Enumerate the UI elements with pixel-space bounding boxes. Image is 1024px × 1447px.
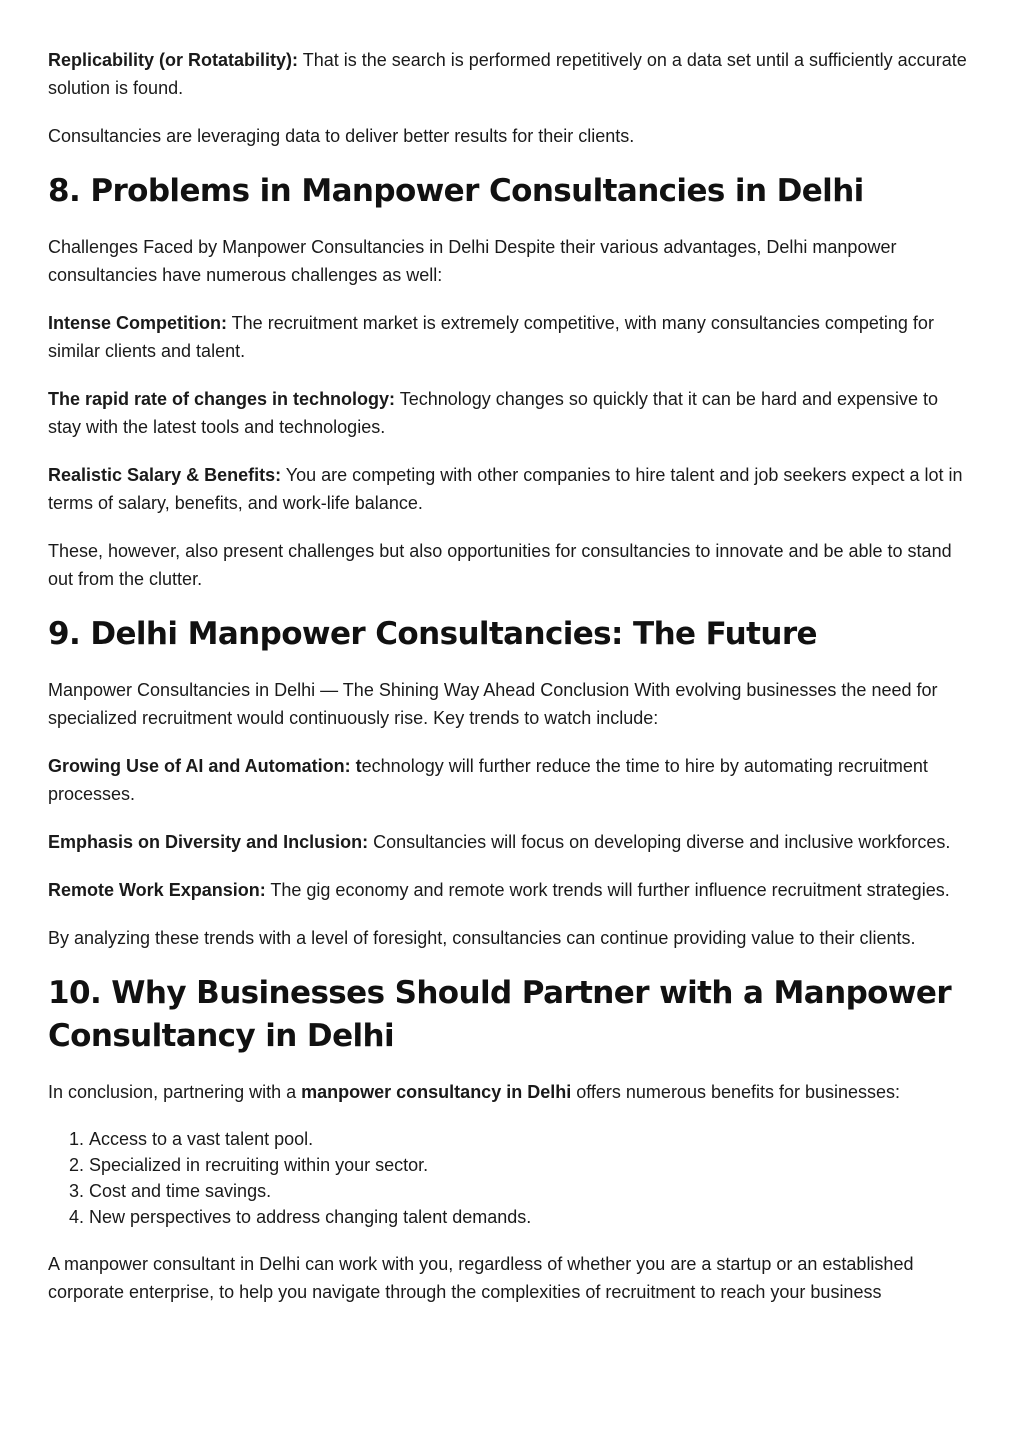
section-10-intro <box>48 1078 976 1106</box>
replicability-paragraph <box>48 46 976 102</box>
trend-diversity <box>48 828 976 856</box>
challenge-technology <box>48 385 976 441</box>
intro-before: In conclusion, partnering with a <box>48 1082 302 1102</box>
section-10-heading: 10. Why Businesses Should Partner with a Manpower Consultancy in Delhi <box>48 975 952 1054</box>
closing-paragraph: A manpower consultant in Delhi can work with you, regardless of whether you are a startup or an established corporate enterprise, to help you navigate through the complexities of recruitment to reach your business <box>48 1254 914 1302</box>
challenge-text: Technology changes so quickly that it can be hard and expensive to stay with the latest tools and technologies. <box>48 389 939 437</box>
section-8-intro: Challenges Faced by Manpower Consultancies in Delhi Despite their various advantages, Delhi manpower consultancies have numerous challenges as well: <box>48 237 897 285</box>
list-item: 1. Access to a vast talent pool. <box>89 1126 976 1152</box>
section-9-heading: 9. Delhi Manpower Consultancies: The Future <box>48 616 817 652</box>
list-item: 4. New perspectives to address changing talent demands. <box>89 1204 976 1230</box>
challenge-label: The rapid rate of changes in technology: <box>48 389 396 409</box>
list-item: 2. Specialized in recruiting within your sector. <box>89 1152 976 1178</box>
challenge-text: The recruitment market is extremely competitive, with many consultancies competing for similar clients and talent. <box>48 313 934 361</box>
challenge-label: Realistic Salary & Benefits: <box>48 465 282 485</box>
trend-text: echnology will further reduce the time to hire by automating recruitment processes. <box>48 756 928 804</box>
trend-label: Emphasis on Diversity and Inclusion: <box>48 832 369 852</box>
benefits-list <box>48 1126 976 1230</box>
replicability-label: Replicability (or Rotatability): <box>48 50 299 70</box>
section-8-outro: These, however, also present challenges but also opportunities for consultancies to innovate and be able to stand out from the clutter. <box>48 541 952 589</box>
challenge-competition <box>48 309 976 365</box>
section-9-outro: By analyzing these trends with a level of foresight, consultancies can continue providing value to their clients. <box>48 928 916 948</box>
trend-text: Consultancies will focus on developing diverse and inclusive workforces. <box>368 832 951 852</box>
intro-after: offers numerous benefits for businesses: <box>571 1082 901 1102</box>
challenge-salary <box>48 461 976 517</box>
section-9-intro: Manpower Consultancies in Delhi — The Shining Way Ahead Conclusion With evolving businesses the need for specialized recruitment would continuously rise. Key trends to watch include: <box>48 680 938 728</box>
trend-text: The gig economy and remote work trends will further influence recruitment strategies. <box>265 880 950 900</box>
trend-ai-automation <box>48 752 976 808</box>
intro-bold: manpower consultancy in Delhi <box>301 1082 572 1102</box>
section-8-heading: 8. Problems in Manpower Consultancies in Delhi <box>48 173 864 209</box>
challenge-label: Intense Competition: <box>48 313 227 333</box>
trend-remote-work <box>48 876 976 904</box>
challenge-text: You are competing with other companies to hire talent and job seekers expect a lot in terms of salary, benefits, and work-life balance. <box>48 465 963 513</box>
replicability-text: That is the search is performed repetitively on a data set until a sufficiently accurate solution is found. <box>48 50 967 98</box>
trend-label: Growing Use of AI and Automation: t <box>48 756 362 776</box>
trend-label: Remote Work Expansion: <box>48 880 266 900</box>
document-page <box>48 46 976 1326</box>
leverage-paragraph: Consultancies are leveraging data to deliver better results for their clients. <box>48 126 635 146</box>
list-item: 3. Cost and time savings. <box>89 1178 976 1204</box>
